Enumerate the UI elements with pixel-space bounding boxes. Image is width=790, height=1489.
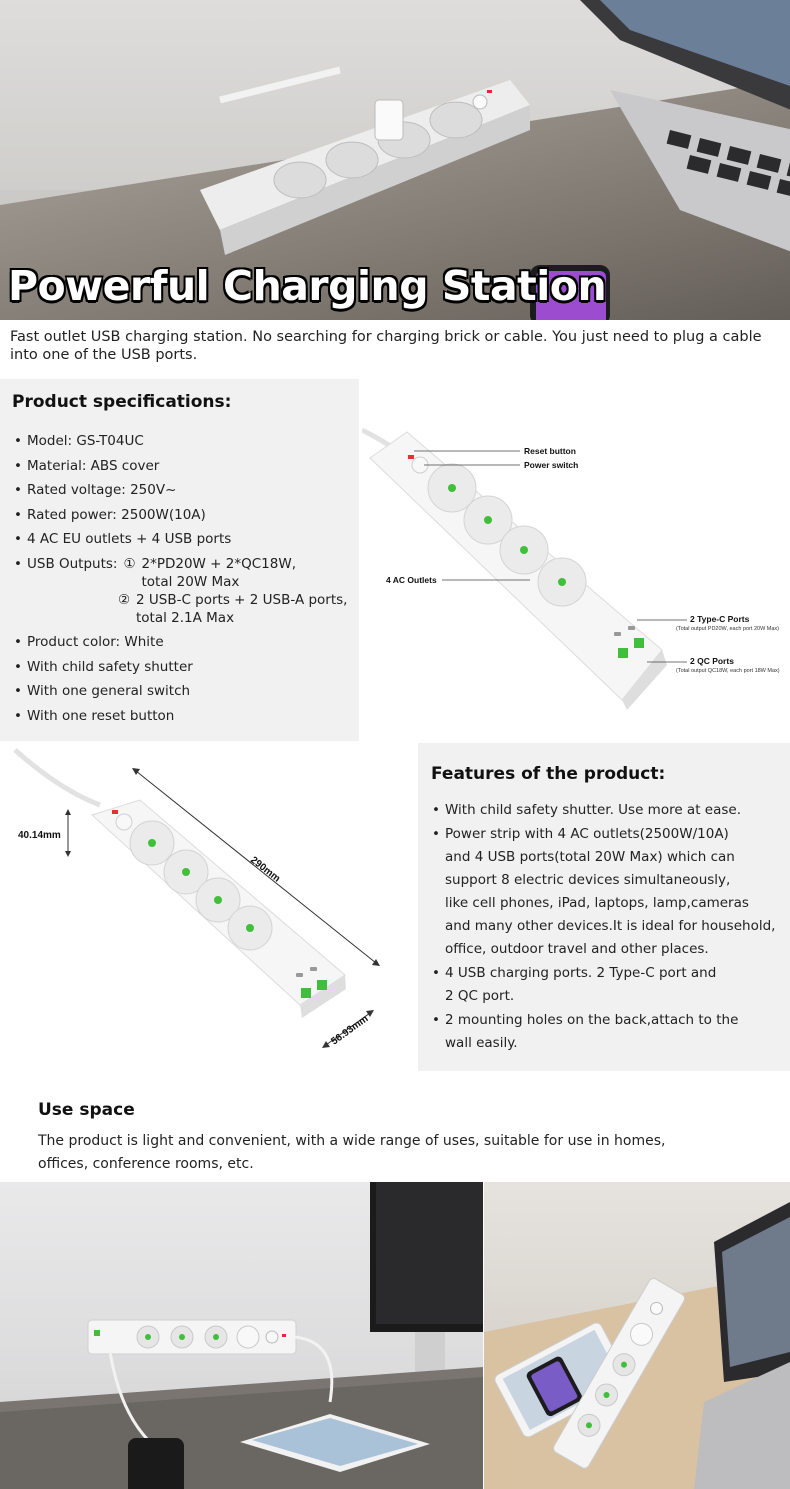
label-power-switch: Power switch <box>524 460 579 470</box>
photo-home-desk <box>484 1182 790 1489</box>
feature-line: 2 QC port. <box>445 988 515 1004</box>
label-type-c-note: (Total output PD20W, each port 20W Max) <box>676 626 780 632</box>
spec-item: • Rated voltage: 250V~ <box>14 481 359 499</box>
spec-item: • With child safety shutter <box>14 658 359 676</box>
feature-item <box>432 823 787 961</box>
usb-option-number: ① <box>123 555 136 572</box>
spec-item: • 4 AC EU outlets + 4 USB ports <box>14 530 359 548</box>
feature-line: • With child safety shutter. Use more at ease. <box>445 802 741 818</box>
use-space-text <box>38 1130 678 1176</box>
usb-option-line: total 20W Max <box>141 573 240 590</box>
feature-line: and many other devices.It is ideal for household, <box>445 918 776 934</box>
labeled-product-diagram <box>362 410 790 710</box>
specs-title: Product specifications: <box>12 392 232 412</box>
label-ac-outlets: 4 AC Outlets <box>386 575 437 585</box>
spec-item: • Model: GS-T04UC <box>14 432 359 450</box>
feature-line: • 2 mounting holes on the back,attach to the <box>445 1012 739 1028</box>
spec-item: • Rated power: 2500W(10A) <box>14 506 359 524</box>
photo-office-desk <box>0 1182 483 1489</box>
specs-list <box>14 432 359 731</box>
feature-line: wall easily. <box>445 1035 518 1051</box>
hero-title: Powerful Charging Station <box>8 262 607 310</box>
hero-banner <box>0 0 790 320</box>
usb-option-line: total 2.1A Max <box>136 609 235 626</box>
hero-laptop-image <box>560 0 790 270</box>
dimension-diagram <box>0 745 405 1060</box>
features-title: Features of the product: <box>431 764 666 784</box>
feature-line: and 4 USB ports(total 20W Max) which can <box>445 849 735 865</box>
feature-item <box>432 799 787 822</box>
usb-option-line: 2 USB-C ports + 2 USB-A ports, <box>136 591 348 608</box>
hero-power-strip-image <box>180 60 540 260</box>
spec-item: • With one general switch <box>14 682 359 700</box>
spec-item-usb-outputs <box>14 555 359 627</box>
use-space-title: Use space <box>38 1100 135 1120</box>
spec-item: • Product color: White <box>14 633 359 651</box>
feature-line: • 4 USB charging ports. 2 Type-C port and <box>445 965 717 981</box>
photo-office-desk-scene <box>0 1182 483 1489</box>
dimension-ac-outlets <box>130 821 272 950</box>
spec-item: • Material: ABS cover <box>14 457 359 475</box>
label-reset-button: Reset button <box>524 446 576 456</box>
intro-text: Fast outlet USB charging station. No searching for charging brick or cable. You just need to plug a cable into one of the USB ports. <box>10 329 762 363</box>
feature-item <box>432 962 787 1008</box>
feature-line: support 8 electric devices simultaneously, <box>445 872 731 888</box>
label-qc-note: (Total output QC18W, each port 18W Max) <box>676 668 780 674</box>
feature-line: office, outdoor travel and other places. <box>445 941 709 957</box>
features-list <box>432 799 787 1056</box>
photo-home-desk-scene <box>484 1182 790 1489</box>
feature-item <box>432 1009 787 1055</box>
label-type-c-ports: 2 Type-C Ports <box>690 614 750 624</box>
dimension-height: 40.14mm <box>18 830 61 841</box>
use-space-line: offices, conference rooms, etc. <box>38 1156 254 1172</box>
feature-line: like cell phones, iPad, laptops, lamp,cameras <box>445 895 749 911</box>
usb-option-line: 2*PD20W + 2*QC18W, <box>141 555 296 572</box>
use-space-line: The product is light and convenient, with a wide range of uses, suitable for use in homes, <box>38 1133 666 1149</box>
spec-item: • With one reset button <box>14 707 359 725</box>
usb-outputs-label: • USB Outputs: <box>27 555 118 572</box>
label-qc-ports: 2 QC Ports <box>690 656 734 666</box>
feature-line: • Power strip with 4 AC outlets(2500W/10A) <box>445 826 729 842</box>
usb-option-number: ② <box>118 591 131 608</box>
dimension-length: 290mm <box>248 854 283 885</box>
dimension-width: 56.93mm <box>329 1013 371 1048</box>
